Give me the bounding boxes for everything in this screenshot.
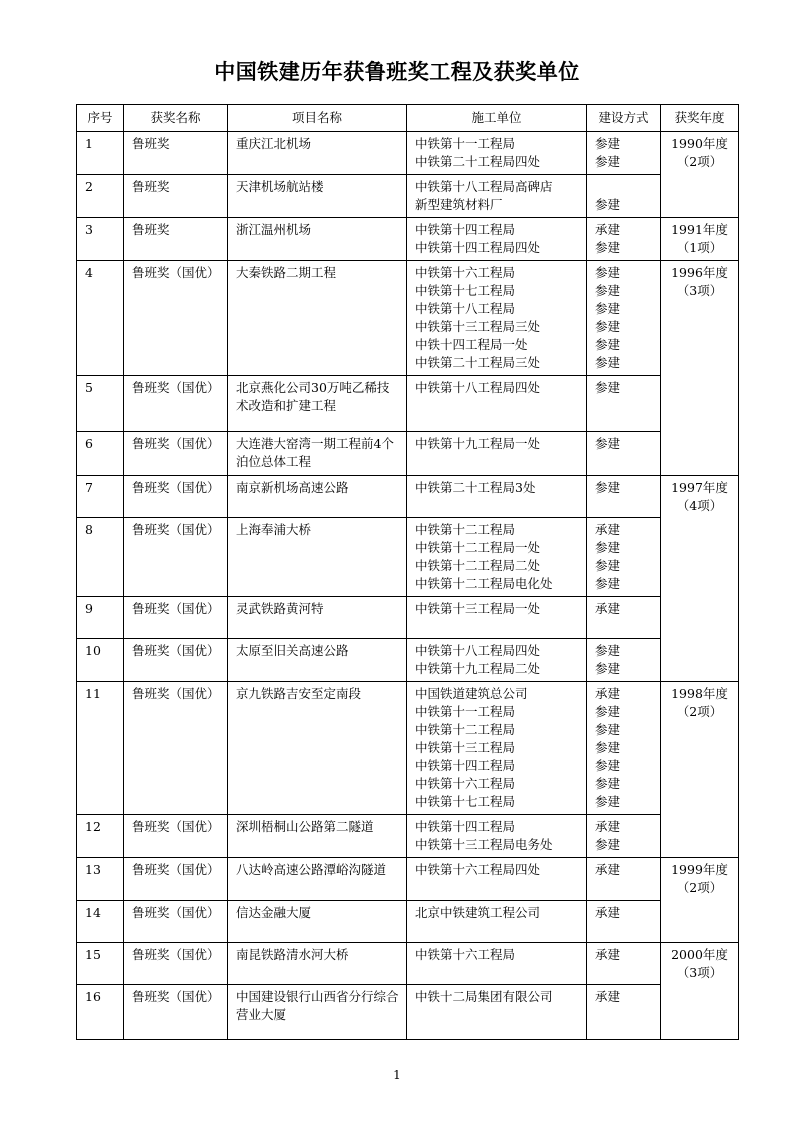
header-cell: 序号 <box>77 105 124 132</box>
award-year-label: 1996年度 <box>671 265 728 280</box>
construction-units <box>407 943 587 985</box>
table-row <box>77 261 739 376</box>
construction-units <box>407 376 587 432</box>
page-title: 中国铁建历年获鲁班奖工程及获奖单位 <box>214 60 580 84</box>
project-name: 中国建设银行山西省分行综合营业大厦 <box>228 985 407 1040</box>
table-row <box>77 682 739 815</box>
table-row <box>77 943 739 985</box>
award-year <box>661 858 739 943</box>
construction-modes <box>587 943 661 985</box>
construction-modes <box>587 518 661 597</box>
award-name: 鲁班奖（国优） <box>124 432 228 476</box>
award-table <box>76 104 739 1040</box>
mode-line: 承建 <box>595 905 621 920</box>
mode-line: 参建 <box>595 154 621 169</box>
construction-modes <box>587 985 661 1040</box>
unit-line: 中铁第十七工程局 <box>415 794 516 809</box>
unit-line: 中铁第十四工程局四处 <box>415 240 541 255</box>
mode-line: 承建 <box>595 686 621 701</box>
row-number: 11 <box>77 682 124 815</box>
award-name: 鲁班奖 <box>124 175 228 218</box>
unit-line: 中铁第十六工程局四处 <box>415 862 541 877</box>
row-number: 6 <box>77 432 124 476</box>
table-row <box>77 815 739 858</box>
construction-units <box>407 432 587 476</box>
project-name: 南京新机场高速公路 <box>228 476 407 518</box>
mode-line: 参建 <box>595 776 621 791</box>
unit-line: 中铁第十六工程局 <box>415 947 516 962</box>
award-name: 鲁班奖（国优） <box>124 858 228 901</box>
construction-units <box>407 218 587 261</box>
award-year-label: 1991年度 <box>671 222 728 237</box>
mode-line: 承建 <box>595 989 621 1004</box>
award-name: 鲁班奖（国优） <box>124 376 228 432</box>
table-row <box>77 985 739 1040</box>
header-cell: 施工单位 <box>407 105 587 132</box>
award-count-label: （2项） <box>676 880 723 895</box>
award-year-label: 1999年度 <box>671 862 728 877</box>
table-row <box>77 858 739 901</box>
row-number: 12 <box>77 815 124 858</box>
award-year <box>661 261 739 476</box>
award-count-label: （3项） <box>676 965 723 980</box>
mode-line: 参建 <box>595 540 621 555</box>
award-count-label: （2项） <box>676 154 723 169</box>
unit-line: 中铁第十四工程局 <box>415 222 516 237</box>
mode-line: 参建 <box>595 355 621 370</box>
construction-modes <box>587 432 661 476</box>
construction-units <box>407 985 587 1040</box>
mode-line: 参建 <box>595 240 621 255</box>
mode-line: 参建 <box>595 480 621 495</box>
unit-line: 中铁第十八工程局四处 <box>415 380 541 395</box>
row-number: 16 <box>77 985 124 1040</box>
construction-units <box>407 597 587 639</box>
project-name: 京九铁路吉安至定南段 <box>228 682 407 815</box>
table-row <box>77 476 739 518</box>
unit-line: 中铁第十六工程局 <box>415 776 516 791</box>
table-row <box>77 132 739 175</box>
unit-line: 中铁第十三工程局一处 <box>415 601 541 616</box>
row-number: 8 <box>77 518 124 597</box>
project-name: 深圳梧桐山公路第二隧道 <box>228 815 407 858</box>
row-number: 15 <box>77 943 124 985</box>
award-name: 鲁班奖 <box>124 132 228 175</box>
award-count-label: （3项） <box>676 283 723 298</box>
construction-modes <box>587 597 661 639</box>
unit-line: 中铁第十九工程局二处 <box>415 661 541 676</box>
award-name: 鲁班奖（国优） <box>124 261 228 376</box>
mode-line: 承建 <box>595 222 621 237</box>
construction-modes <box>587 261 661 376</box>
construction-modes <box>587 376 661 432</box>
table-row <box>77 639 739 682</box>
construction-units <box>407 518 587 597</box>
mode-line: 参建 <box>595 837 621 852</box>
award-year-label: 1997年度 <box>671 480 728 495</box>
row-number: 2 <box>77 175 124 218</box>
row-number: 10 <box>77 639 124 682</box>
row-number: 3 <box>77 218 124 261</box>
award-name: 鲁班奖（国优） <box>124 597 228 639</box>
project-name: 上海奉浦大桥 <box>228 518 407 597</box>
mode-line: 参建 <box>595 758 621 773</box>
table-row <box>77 432 739 476</box>
unit-line: 中铁第二十工程局3处 <box>415 480 536 495</box>
mode-line: 承建 <box>595 522 621 537</box>
award-name: 鲁班奖（国优） <box>124 518 228 597</box>
project-name: 太原至旧关高速公路 <box>228 639 407 682</box>
award-name: 鲁班奖（国优） <box>124 639 228 682</box>
construction-units <box>407 175 587 218</box>
award-count-label: （2项） <box>676 704 723 719</box>
award-year <box>661 218 739 261</box>
unit-line: 中铁第十二工程局一处 <box>415 540 541 555</box>
unit-line: 北京中铁建筑工程公司 <box>415 905 541 920</box>
mode-line <box>595 178 655 196</box>
mode-line: 参建 <box>595 740 621 755</box>
unit-line: 中国铁道建筑总公司 <box>415 686 528 701</box>
award-year <box>661 943 739 1040</box>
mode-line: 参建 <box>595 319 621 334</box>
mode-line: 承建 <box>595 947 621 962</box>
award-year <box>661 476 739 682</box>
header-cell: 获奖年度 <box>661 105 739 132</box>
project-name: 北京燕化公司30万吨乙稀技术改造和扩建工程 <box>228 376 407 432</box>
unit-line: 中铁第十九工程局一处 <box>415 436 541 451</box>
unit-line: 中铁第十八工程局四处 <box>415 643 541 658</box>
mode-line: 参建 <box>595 794 621 809</box>
mode-line: 参建 <box>595 380 621 395</box>
construction-modes <box>587 476 661 518</box>
mode-line: 参建 <box>595 704 621 719</box>
row-number: 9 <box>77 597 124 639</box>
award-name: 鲁班奖（国优） <box>124 815 228 858</box>
award-year-label: 2000年度 <box>671 947 728 962</box>
mode-line: 承建 <box>595 862 621 877</box>
unit-line: 中铁第十六工程局 <box>415 265 516 280</box>
mode-line: 参建 <box>595 722 621 737</box>
construction-modes <box>587 858 661 901</box>
award-name: 鲁班奖（国优） <box>124 901 228 943</box>
construction-units <box>407 261 587 376</box>
construction-units <box>407 858 587 901</box>
unit-line: 中铁第十二工程局电化处 <box>415 576 553 591</box>
unit-line: 中铁第十三工程局电务处 <box>415 837 553 852</box>
mode-line: 参建 <box>595 283 621 298</box>
unit-line: 中铁第十八工程局高碑店 <box>415 179 553 194</box>
unit-line: 中铁第十四工程局 <box>415 758 516 773</box>
mode-line: 参建 <box>595 643 621 658</box>
construction-modes <box>587 901 661 943</box>
construction-units <box>407 639 587 682</box>
unit-line: 新型建筑材料厂 <box>415 197 503 212</box>
unit-line: 中铁第十一工程局 <box>415 704 516 719</box>
project-name: 南昆铁路清水河大桥 <box>228 943 407 985</box>
mode-line: 承建 <box>595 819 621 834</box>
row-number: 14 <box>77 901 124 943</box>
header-cell: 获奖名称 <box>124 105 228 132</box>
construction-units <box>407 901 587 943</box>
unit-line: 中铁第十一工程局 <box>415 136 516 151</box>
award-name: 鲁班奖（国优） <box>124 985 228 1040</box>
mode-line: 参建 <box>595 197 621 212</box>
row-number: 5 <box>77 376 124 432</box>
project-name: 大秦铁路二期工程 <box>228 261 407 376</box>
mode-line: 参建 <box>595 576 621 591</box>
mode-line: 承建 <box>595 601 621 616</box>
table-row <box>77 175 739 218</box>
construction-modes <box>587 815 661 858</box>
unit-line: 中铁第十二工程局二处 <box>415 558 541 573</box>
mode-line: 参建 <box>595 265 621 280</box>
unit-line: 中铁第十八工程局 <box>415 301 516 316</box>
project-name: 信达金融大厦 <box>228 901 407 943</box>
unit-line: 中铁第二十工程局四处 <box>415 154 541 169</box>
construction-modes <box>587 132 661 175</box>
unit-line: 中铁十二局集团有限公司 <box>415 989 553 1004</box>
table-row <box>77 218 739 261</box>
unit-line: 中铁第十二工程局 <box>415 522 516 537</box>
project-name: 重庆江北机场 <box>228 132 407 175</box>
table-row <box>77 597 739 639</box>
award-name: 鲁班奖（国优） <box>124 476 228 518</box>
unit-line: 中铁第十三工程局三处 <box>415 319 541 334</box>
construction-units <box>407 815 587 858</box>
page-number: 1 <box>393 1068 401 1082</box>
construction-modes <box>587 682 661 815</box>
construction-modes <box>587 218 661 261</box>
table-row <box>77 901 739 943</box>
row-number: 13 <box>77 858 124 901</box>
construction-units <box>407 682 587 815</box>
table-header-row <box>77 105 739 132</box>
construction-units <box>407 476 587 518</box>
table-row <box>77 376 739 432</box>
unit-line: 中铁第十七工程局 <box>415 283 516 298</box>
award-count-label: （1项） <box>676 240 723 255</box>
award-year-label: 1998年度 <box>671 686 728 701</box>
project-name: 浙江温州机场 <box>228 218 407 261</box>
project-name: 灵武铁路黄河特 <box>228 597 407 639</box>
row-number: 1 <box>77 132 124 175</box>
header-cell: 建设方式 <box>587 105 661 132</box>
mode-line: 参建 <box>595 436 621 451</box>
award-year <box>661 682 739 858</box>
project-name: 天津机场航站楼 <box>228 175 407 218</box>
project-name: 大连港大窑湾一期工程前4个泊位总体工程 <box>228 432 407 476</box>
table-row <box>77 518 739 597</box>
mode-line: 参建 <box>595 558 621 573</box>
unit-line: 中铁第二十工程局三处 <box>415 355 541 370</box>
row-number: 4 <box>77 261 124 376</box>
header-cell: 项目名称 <box>228 105 407 132</box>
construction-units <box>407 132 587 175</box>
unit-line: 中铁第十三工程局 <box>415 740 516 755</box>
unit-line: 中铁第十二工程局 <box>415 722 516 737</box>
construction-modes <box>587 175 661 218</box>
unit-line: 中铁第十四工程局 <box>415 819 516 834</box>
award-name: 鲁班奖（国优） <box>124 682 228 815</box>
mode-line: 参建 <box>595 337 621 352</box>
award-year <box>661 132 739 218</box>
project-name: 八达岭高速公路潭峪沟隧道 <box>228 858 407 901</box>
unit-line: 中铁十四工程局一处 <box>415 337 528 352</box>
mode-line: 参建 <box>595 136 621 151</box>
row-number: 7 <box>77 476 124 518</box>
award-year-label: 1990年度 <box>671 136 728 151</box>
construction-modes <box>587 639 661 682</box>
award-name: 鲁班奖（国优） <box>124 943 228 985</box>
award-count-label: （4项） <box>676 498 723 513</box>
award-name: 鲁班奖 <box>124 218 228 261</box>
mode-line: 参建 <box>595 661 621 676</box>
mode-line: 参建 <box>595 301 621 316</box>
